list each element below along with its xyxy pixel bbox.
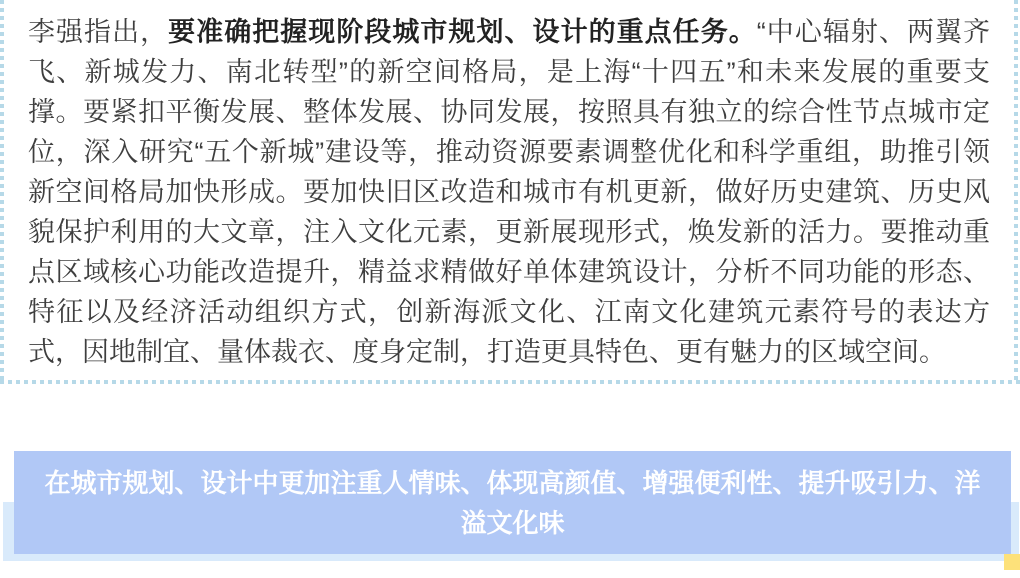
quote-box-dashed-border-left: [0, 0, 4, 384]
quote-box-dashed-border-bottom: [0, 380, 1020, 384]
quote-box-dashed-border-right: [1014, 0, 1018, 384]
banner-text: 在城市规划、设计中更加注重人情味、体现高颜值、增强便利性、提升吸引力、洋溢文化味: [44, 467, 981, 538]
quote-intro: 李强指出，: [28, 17, 169, 47]
banner-accent-square: [1004, 554, 1020, 570]
quote-emphasis: 要准确把握现阶段城市规划、设计的重点任务。: [168, 17, 757, 47]
highlight-banner: [14, 451, 1011, 554]
quote-body: “中心辐射、两翼齐飞、新城发力、南北转型”的新空间格局，是上海“十四五”和未来发展的重要支撑。要紧扣平衡发展、整体发展、协同发展，按照具有独立的综合性节点城市定位，深入研究“五个新城”建设等，推动资源要素调整优化和科学重组，助推引领新空间格局加快形成。要加快旧区改造和城市有机更新，做好历史建筑、历史风貌保护利用的大文章，注入文化元素，更新展现形式，焕发新的活力。要推动重点区域核心功能改造提升，精益求精做好单体建筑设计，分析不同功能的形态、特征以及经济活动组织方式，创新海派文化、江南文化建筑元素符号的表达方式，因地制宜、量体裁衣、度身定制，打造更具特色、更有魅力的区域空间。: [28, 17, 991, 367]
quote-paragraph: [28, 12, 990, 372]
